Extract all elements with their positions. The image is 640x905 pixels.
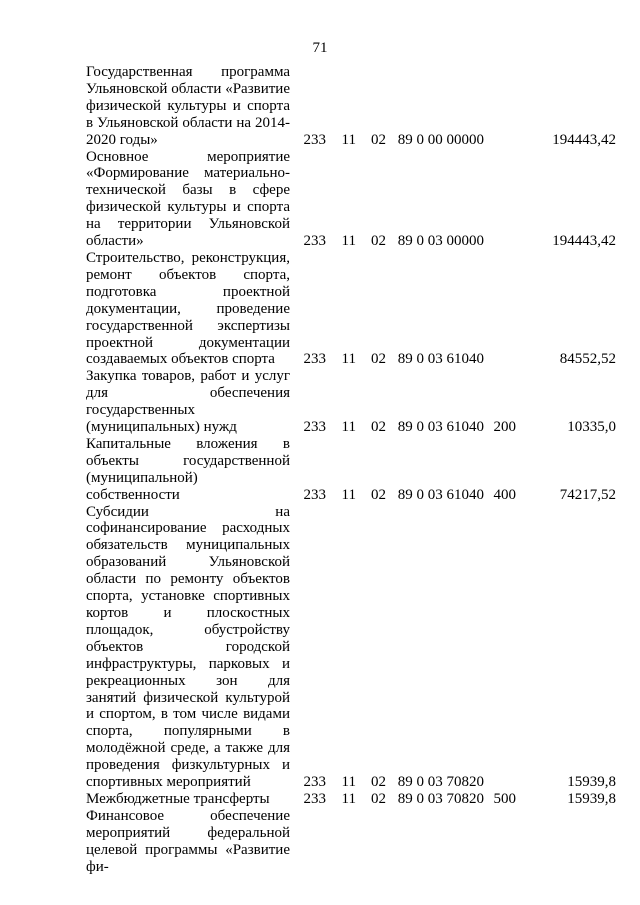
- row-gr: 233: [303, 774, 326, 791]
- row-rz: 11: [341, 233, 356, 250]
- row-csr: 89 0 00 00000: [397, 131, 484, 148]
- row-csr: 89 0 03 00000: [397, 233, 484, 250]
- row-vr: [484, 808, 516, 876]
- row-name: Межбюджетные трансферты: [86, 790, 270, 807]
- row-pr: 02: [371, 774, 386, 791]
- row-pr: 02: [371, 351, 386, 368]
- page-number: 71: [312, 40, 328, 56]
- row-sum: 10335,0: [567, 419, 616, 436]
- row-sum: 194443,42: [552, 233, 616, 250]
- row-csr: 89 0 03 70820: [397, 774, 484, 791]
- row-rz: 11: [341, 419, 356, 436]
- row-gr: [290, 808, 326, 876]
- row-csr: 89 0 03 61040: [397, 351, 484, 368]
- table-row: [86, 250, 616, 368]
- row-csr: [386, 808, 484, 876]
- row-rz: 11: [341, 790, 356, 807]
- row-gr: 233: [303, 233, 326, 250]
- row-vr: [484, 149, 516, 250]
- row-vr: 400: [493, 486, 516, 503]
- row-pr: 02: [371, 486, 386, 503]
- row-name: Финансовое обеспечение мероприятий федеральной целевой программы «Развитие фи-: [86, 807, 290, 875]
- row-vr: [484, 504, 516, 791]
- row-csr: 89 0 03 61040: [397, 419, 484, 436]
- row-sum: 15939,8: [567, 774, 616, 791]
- row-rz: 11: [341, 131, 356, 148]
- row-pr: 02: [371, 419, 386, 436]
- row-name: Государственная программа Ульяновской области «Развитие физической культуры и спорта в Ульяновской области на 2014-2020 годы»: [86, 64, 290, 148]
- row-name: Субсидии на софинансирование расходных обязательств муниципальных образований Ульяновской области по ремонту объектов спорта, установке спортивных кортов и плоскостных площадок, обустройству объектов городской инфраструктуры, парковых и рекреационных зон для занятий физической культурой и спортом, в том числе видами спорта, популярными в молодёжной среде, а также для проведения физкультурных и спортивных мероприятий: [86, 503, 290, 791]
- row-pr: [356, 808, 386, 876]
- row-sum: [516, 808, 616, 876]
- table-row: [86, 149, 616, 250]
- table-row: [86, 504, 616, 791]
- row-rz: [326, 808, 356, 876]
- row-vr: [484, 250, 516, 368]
- row-pr: 02: [371, 790, 386, 807]
- table-row: [86, 64, 616, 149]
- table-row: [86, 436, 616, 504]
- row-csr: 89 0 03 61040: [397, 486, 484, 503]
- row-csr: 89 0 03 70820: [397, 790, 484, 807]
- row-name: Закупка товаров, работ и услуг для обеспечения государственных (муниципальных) нужд: [86, 368, 290, 436]
- row-gr: 233: [303, 790, 326, 807]
- row-vr: 200: [493, 419, 516, 436]
- row-pr: 02: [371, 233, 386, 250]
- row-name: Строительство, реконструкция, ремонт объектов спорта, подготовка проектной документации, проведение государственной экспертизы проектной документации создаваемых объектов спорта: [86, 249, 290, 368]
- row-sum: 15939,8: [567, 790, 616, 807]
- row-vr: 500: [493, 790, 516, 807]
- row-gr: 233: [303, 486, 326, 503]
- row-pr: 02: [371, 131, 386, 148]
- row-rz: 11: [341, 351, 356, 368]
- row-gr: 233: [303, 351, 326, 368]
- table-row: [86, 808, 616, 876]
- row-gr: 233: [303, 419, 326, 436]
- row-name: Капитальные вложения в объекты государственной (муниципальной) собственности: [86, 435, 290, 503]
- row-gr: 233: [303, 131, 326, 148]
- row-sum: 194443,42: [552, 131, 616, 148]
- row-name: Основное мероприятие «Формирование материально-технической базы в сфере физической культуры и спорта на территории Ульяновской области»: [86, 148, 290, 250]
- row-rz: 11: [341, 486, 356, 503]
- row-rz: 11: [341, 774, 356, 791]
- row-sum: 84552,52: [559, 351, 616, 368]
- table-row: [86, 791, 616, 808]
- row-vr: [484, 64, 516, 149]
- table-row: [86, 368, 616, 436]
- budget-table: [86, 64, 616, 876]
- row-sum: 74217,52: [559, 486, 616, 503]
